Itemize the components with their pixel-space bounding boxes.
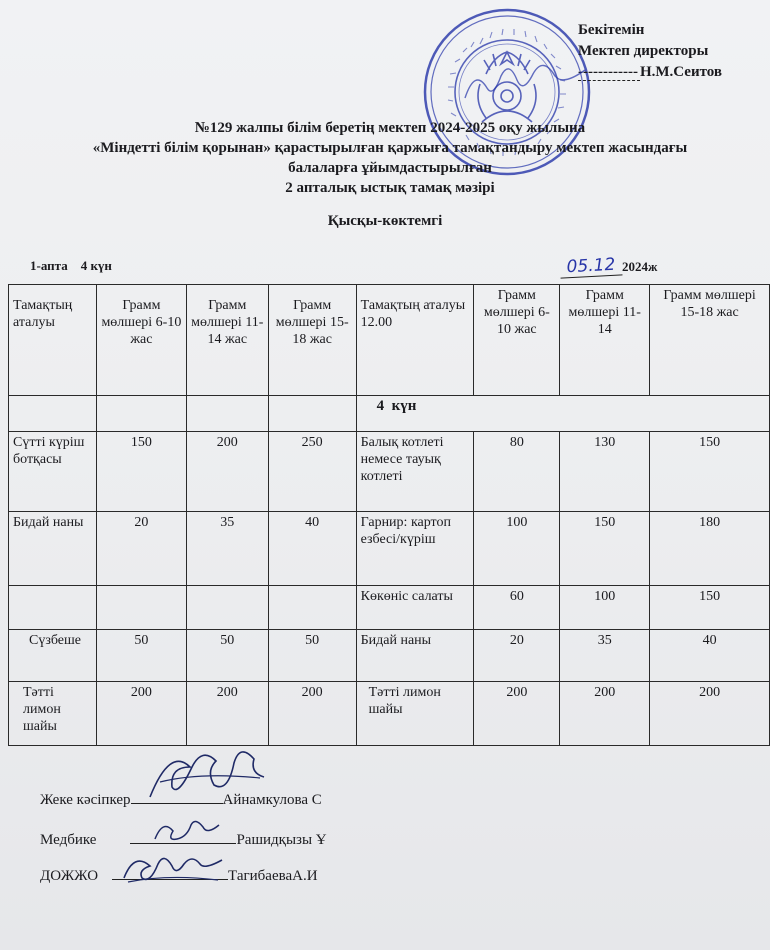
grams-11-14: 35 [560,630,650,682]
grams-15-18: 250 [268,432,356,512]
grams-11-14: 200 [560,682,650,746]
header-grams-6-10-2: Грамм мөлшері 6-10 жас [474,285,560,396]
grams-6-10: 150 [96,432,186,512]
grams-11-14: 50 [186,630,268,682]
grams-6-10: 200 [96,682,186,746]
date-year: 2024ж [622,259,658,274]
grams-15-18: 40 [650,630,770,682]
dish-2: Бидай наны [356,630,474,682]
season-label: Қысқы-көктемгі [327,213,443,229]
day-row [9,396,770,432]
grams-11-14: 150 [560,512,650,586]
grams-15-18: 150 [650,432,770,512]
header-grams-15-18-1: Грамм мөлшері 15-18 жас [268,285,356,396]
dish-1: Сүтті күріш ботқасы [9,432,97,512]
menu-table [8,284,770,746]
grams-6-10 [96,586,186,630]
director-signature [460,60,590,110]
grams-11-14 [186,586,268,630]
header-grams-11-14-1: Грамм мөлшері 11-14 жас [186,285,268,396]
director-title: Мектеп директоры [578,43,709,59]
grams-11-14: 35 [186,512,268,586]
header-dish-name-1: Тамақтың аталуы [9,285,97,396]
dish-1 [9,586,97,630]
director-sign-line [578,62,722,83]
title-line-4: 2 апталық ыстық тамақ мәзірі [285,180,495,196]
handwritten-signature-1 [140,742,280,812]
document-title [30,118,750,198]
grams-15-18: 180 [650,512,770,586]
grams-15-18: 200 [650,682,770,746]
handwritten-date: 05.12 [559,254,622,278]
signature-name: Айнамкулова С [222,792,322,808]
grams-15-18: 40 [268,512,356,586]
grams-11-14: 200 [186,432,268,512]
dish-2: Тәтті лимон шайы [356,682,474,746]
director-name: Н.М.Сеитов [639,64,722,80]
dish-1: Тәтті лимон шайы [9,682,97,746]
handwritten-signature-2 [150,815,230,849]
title-line-3: балаларға ұйымдастырылған [288,160,492,176]
day-cell-empty [268,396,356,432]
grams-6-10: 50 [96,630,186,682]
grams-11-14: 200 [186,682,268,746]
grams-6-10: 60 [474,586,560,630]
grams-15-18 [268,586,356,630]
signature-name: Рашидқызы Ұ [236,832,327,848]
dish-2: Балық котлеті немесе тауық котлеті [356,432,474,512]
day-cell-empty [9,396,97,432]
grams-6-10: 80 [474,432,560,512]
dish-2: Гарнир: картоп езбесі/күріш [356,512,474,586]
director-dashes: ------------ [578,64,638,80]
dish-2: Көкөніс салаты [356,586,474,630]
day-label: 4 күн [356,396,769,432]
day-cell-empty [186,396,268,432]
title-line-1: №129 жалпы білім беретің мектеп 2024-2025 оқу жылына [194,120,586,136]
approval-block [578,20,722,83]
header-grams-15-18-2: Грамм мөлшері 15-18 жас [650,285,770,396]
table-row [9,512,770,586]
grams-15-18: 50 [268,630,356,682]
title-line-2: «Міндетті білім қорынан» қарастырылған қаржыға тамақтандыру мектеп жасындағы [92,140,688,156]
grams-11-14: 130 [560,432,650,512]
table-header-row [9,285,770,396]
grams-6-10: 20 [96,512,186,586]
signature-name: ТагибаеваА.И [228,868,318,884]
approval-label: Бекітемін [578,22,645,38]
grams-6-10: 20 [474,630,560,682]
date-field [560,256,657,277]
table-row [9,630,770,682]
table-row [9,432,770,512]
header-grams-6-10-1: Грамм мөлшері 6-10 жас [96,285,186,396]
grams-11-14: 100 [560,586,650,630]
grams-6-10: 200 [474,682,560,746]
dish-1: Бидай наны [9,512,97,586]
dish-1: Сүзбеше [9,630,97,682]
grams-15-18: 200 [268,682,356,746]
week-day-label: 1-апта 4 күн [30,258,112,273]
table-row [9,586,770,630]
grams-6-10: 100 [474,512,560,586]
handwritten-signature-3 [118,848,228,888]
grams-15-18: 150 [650,586,770,630]
header-dish-name-2: Тамақтың аталуы 12.00 [356,285,474,396]
signature-role: Медбике [40,832,97,848]
signature-role: ДОЖЖО [40,868,99,884]
table-row [9,682,770,746]
day-cell-empty [96,396,186,432]
header-grams-11-14-2: Грамм мөлшері 11-14 [560,285,650,396]
signature-role: Жеке кәсіпкер [40,792,131,808]
